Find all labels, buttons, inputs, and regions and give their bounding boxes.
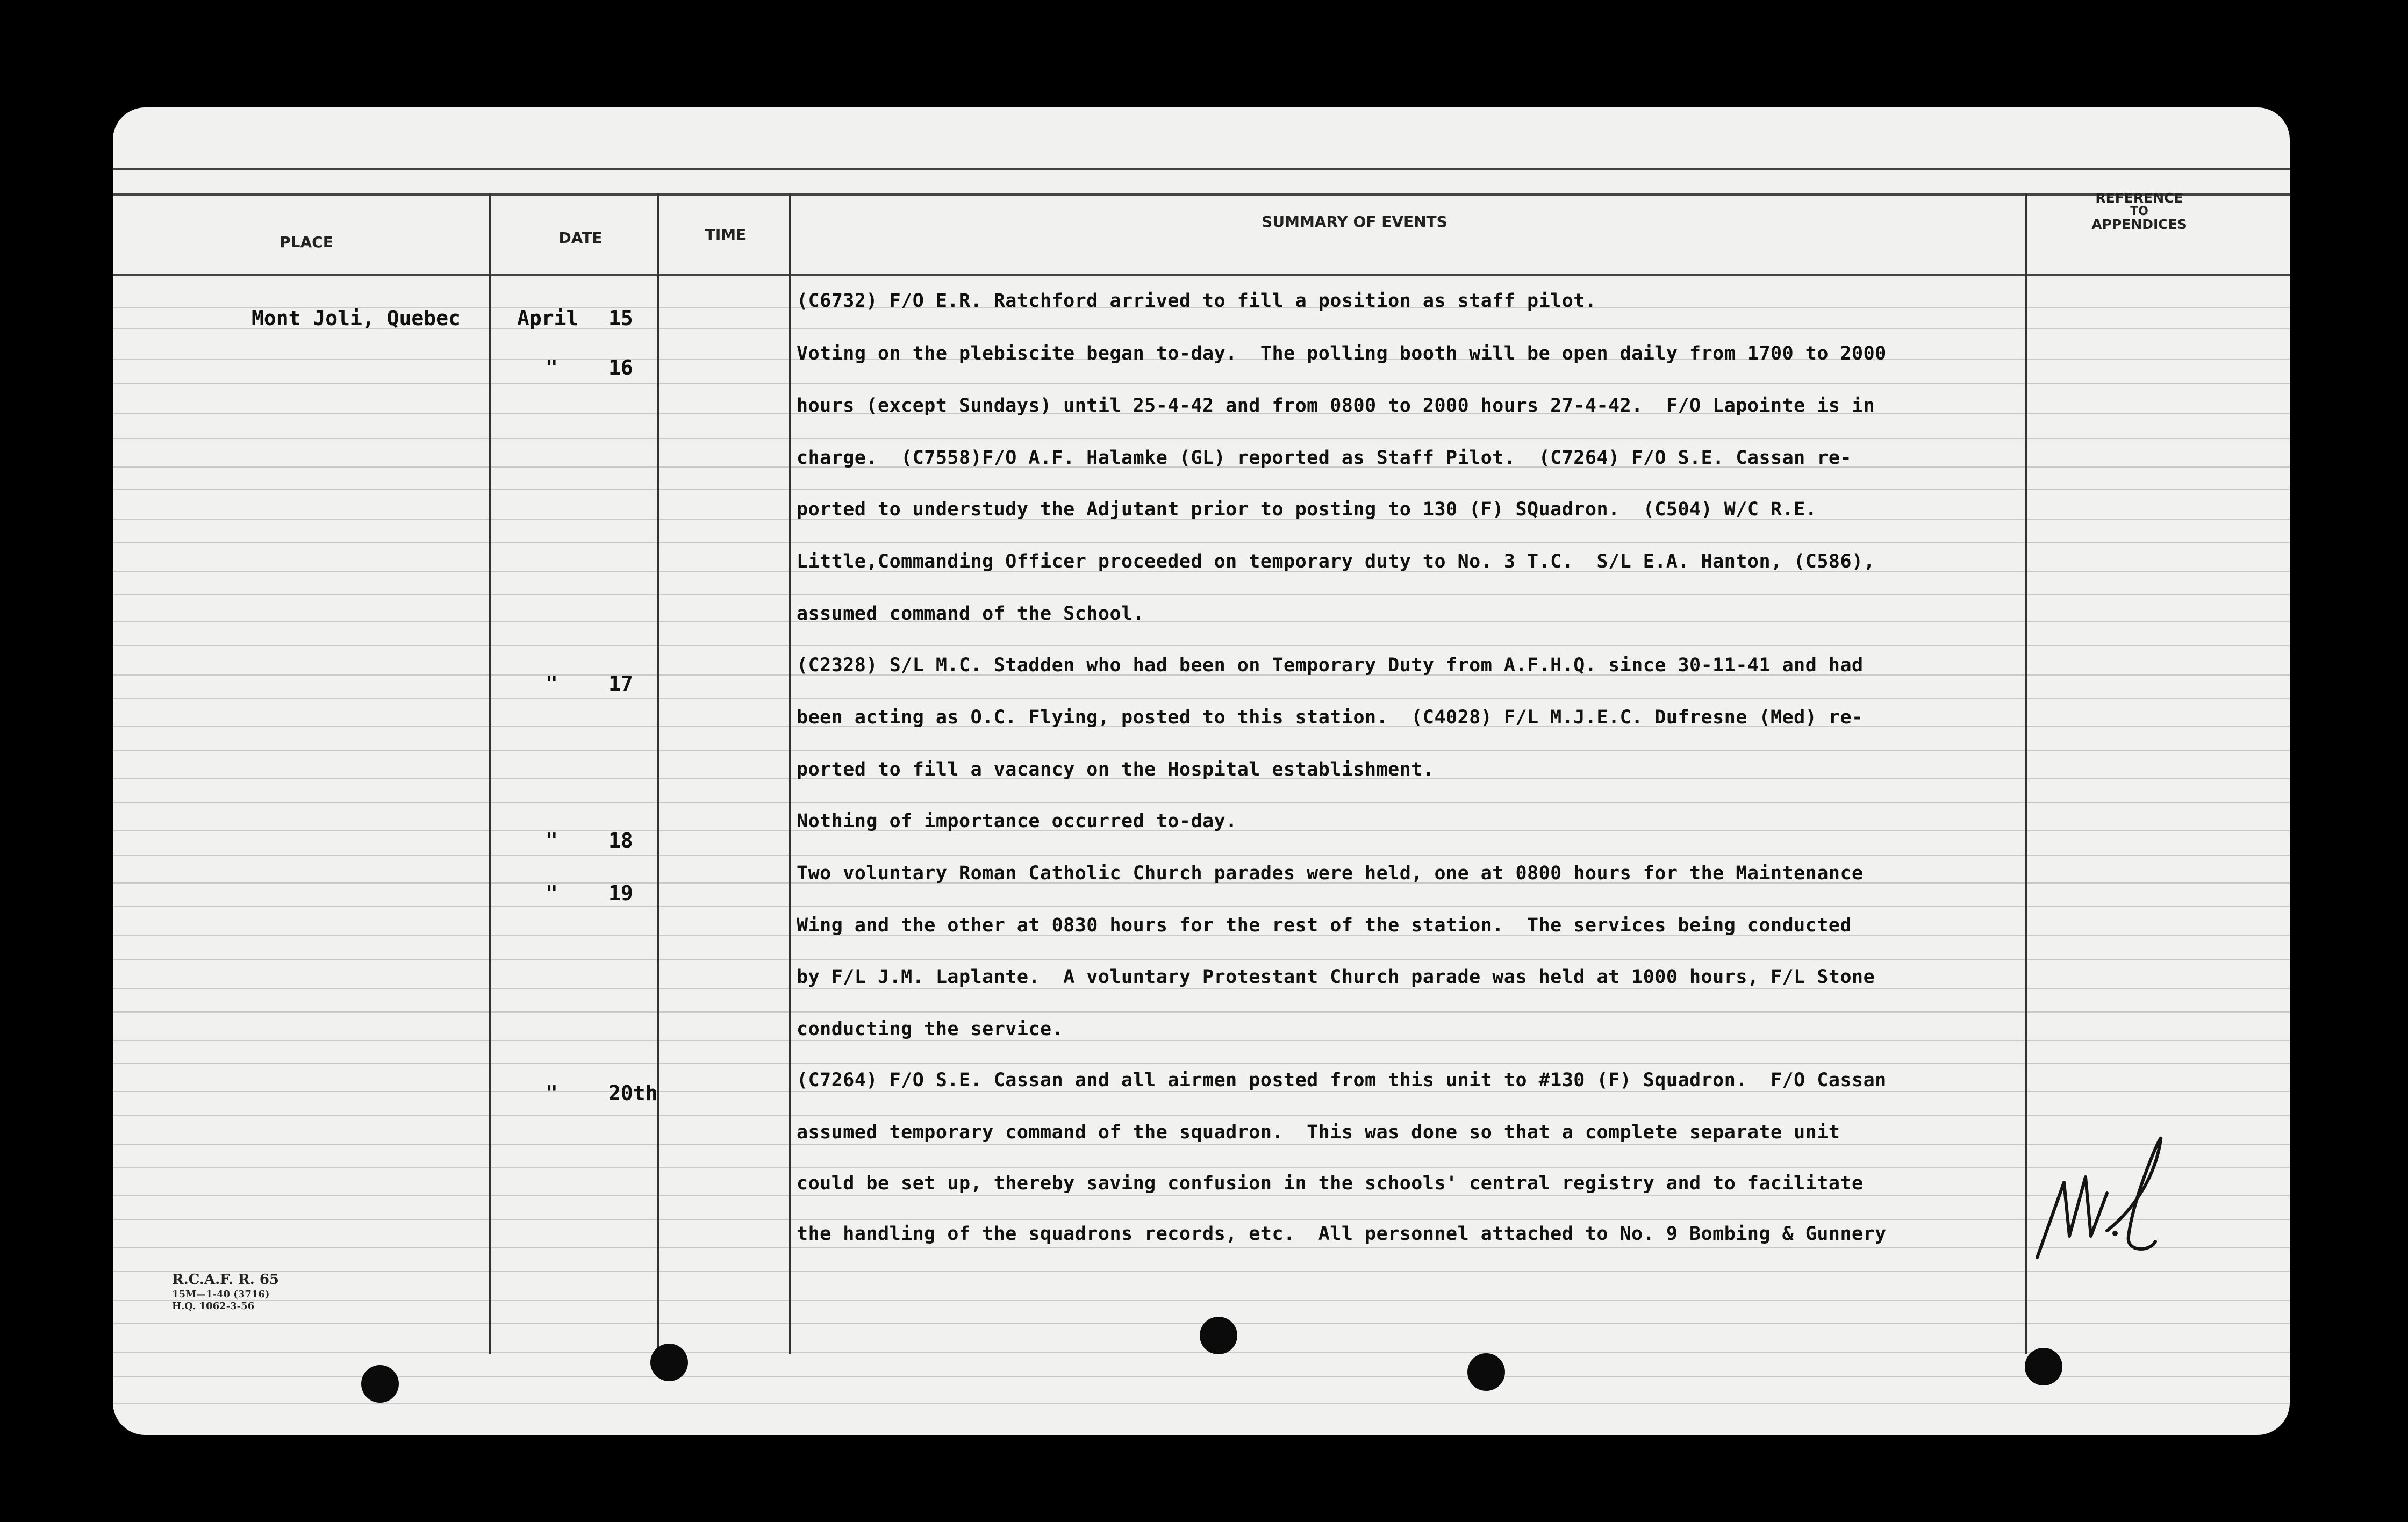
punch-hole [650,1344,688,1381]
summary-line: charge. (C7558)F/O A.F. Halamke (GL) reported as Staff Pilot. (C7264) F/O S.E. Cassan re- [797,447,1852,469]
date-day: 19 [608,881,633,905]
diary-sheet [113,107,2290,1435]
ditto-mark: " [546,829,558,852]
summary-line: conducting the service. [797,1018,1064,1040]
ditto-mark: " [546,881,558,905]
date-day: 18 [608,829,633,852]
summary-line: Two voluntary Roman Catholic Church parades were held, one at 0800 hours for the Maintenance [797,863,1864,884]
summary-line: Wing and the other at 0830 hours for the rest of the station. The services being conducted [797,915,1852,936]
header-summary: SUMMARY OF EVENTS [1262,213,1447,231]
summary-line: ported to fill a vacancy on the Hospital establishment. [797,759,1435,780]
header-time: TIME [705,226,747,243]
summary-line: (C6732) F/O E.R. Ratchford arrived to fill a position as staff pilot. [797,290,1597,312]
form-identifier [172,1271,279,1313]
form-hq-code: H.Q. 1062-3-56 [172,1301,255,1312]
punch-hole [1200,1317,1237,1354]
summary-line: been acting as O.C. Flying, posted to this station. (C4028) F/L M.J.E.C. Dufresne (Med) re- [797,707,1864,728]
summary-line: assumed temporary command of the squadron. This was done so that a complete separate unit [797,1122,1840,1143]
summary-line: hours (except Sundays) until 25-4-42 and from 0800 to 2000 hours 27-4-42. F/O Lapointe is in [797,395,1875,417]
header-date: DATE [558,229,603,247]
header-reference-line3: APPENDICES [2091,217,2187,233]
punch-hole [1467,1353,1505,1391]
ditto-mark: " [546,1081,558,1105]
header-reference-line1: REFERENCE [2095,190,2183,206]
summary-line: the handling of the squadrons records, etc. All personnel attached to No. 9 Bombing & Gunnery [797,1223,1887,1245]
punch-hole [361,1365,399,1403]
summary-line: by F/L J.M. Laplante. A voluntary Protestant Church parade was held at 1000 hours, F/L Stone [797,966,1875,988]
date-day: 17 [608,672,633,695]
summary-line: (C2328) S/L M.C. Stadden who had been on Temporary Duty from A.F.H.Q. since 30-11-41 and had [797,655,1864,676]
summary-line: assumed command of the School. [797,603,1145,624]
header-place: PLACE [280,233,333,251]
date-day: 20th [608,1081,658,1105]
ditto-mark: " [546,356,558,379]
punch-hole [2025,1348,2062,1385]
summary-line: Voting on the plebiscite began to-day. The polling booth will be open daily from 1700 to 2000 [797,343,1887,364]
summary-line: (C7264) F/O S.E. Cassan and all airmen posted from this unit to #130 (F) Squadron. F/O Cassan [797,1069,1887,1091]
header-reference [2059,191,2220,232]
place-entry: Mont Joli, Quebec [252,306,461,330]
date-day: 15 [608,306,633,330]
ditto-mark: " [546,672,558,695]
date-day: 16 [608,356,633,379]
form-print-code: 15M—1-40 (3716) [172,1288,270,1300]
summary-line: could be set up, thereby saving confusion in the schools' central registry and to facilitate [797,1173,1864,1194]
summary-line: ported to understudy the Adjutant prior to posting to 130 (F) SQuadron. (C504) W/C R.E. [797,499,1817,520]
form-number: R.C.A.F. R. 65 [172,1272,280,1288]
summary-line: Nothing of importance occurred to-day. [797,810,1237,832]
summary-line: Little,Commanding Officer proceeded on temporary duty to No. 3 T.C. S/L E.A. Hanton, (C586), [797,551,1875,572]
date-month: April [517,306,579,330]
handwritten-initials [2026,1129,2241,1268]
header-reference-line2: TO [2130,205,2148,219]
